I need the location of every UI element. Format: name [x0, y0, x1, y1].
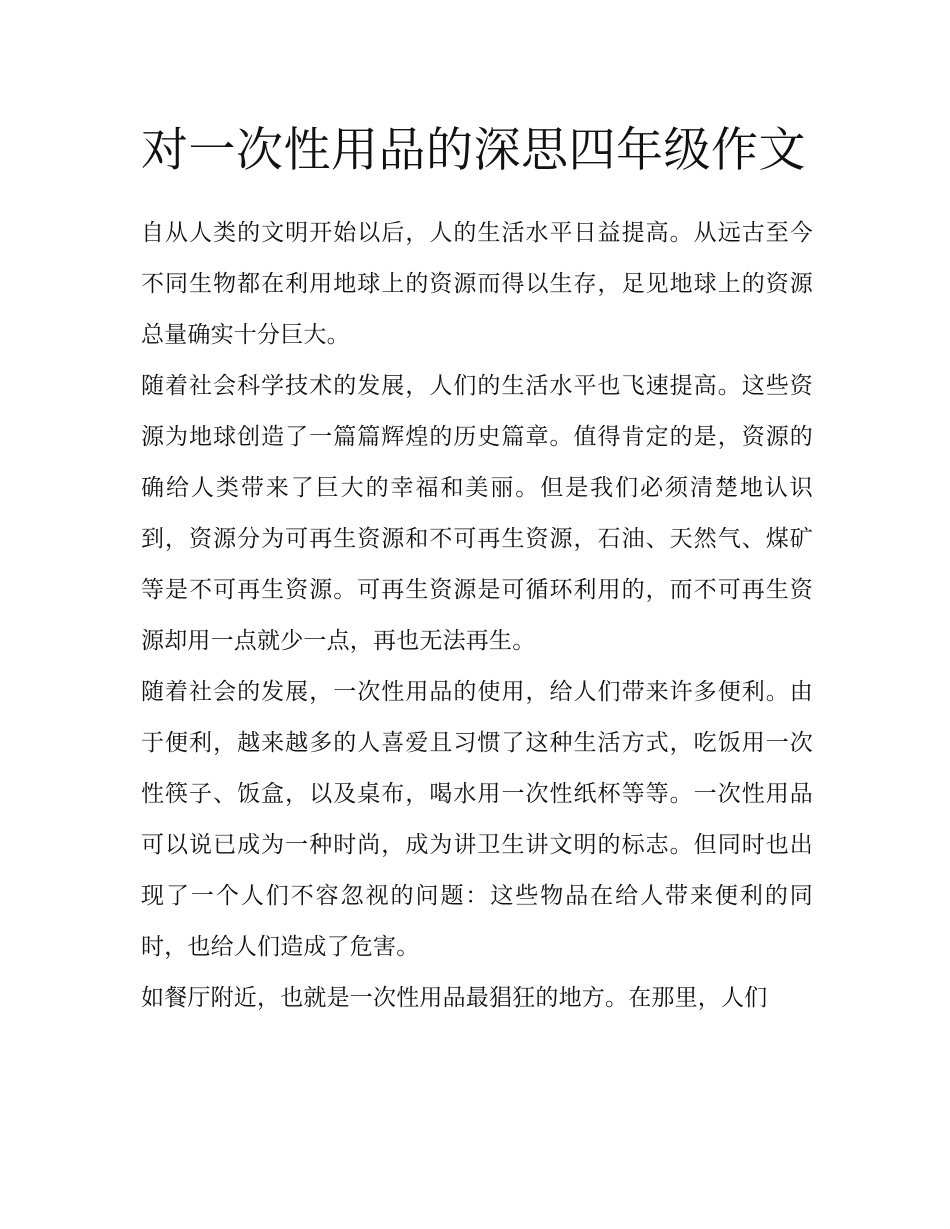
document-page — [141, 112, 813, 1024]
paragraph-2: 随着社会科学技术的发展，人们的生活水平也飞速提高。这些资源为地球创造了一篇篇辉煌的历史篇章。值得肯定的是，资源的确给人类带来了巨大的幸福和美丽。但是我们必须清楚地认识到，资源分为可再生资源和不可再生资源，石油、天然气、煤矿等是不可再生资源。可再生资源是可循环利用的，而不可再生资源却用一点就少一点，再也无法再生。 — [141, 373, 813, 654]
paragraph-4: 如餐厅附近，也就是一次性用品最猖狂的地方。在那里，人们 — [141, 985, 768, 1011]
document-title: 对一次性用品的深思四年级作文 — [141, 123, 806, 178]
paragraph-1: 自从人类的文明开始以后，人的生活水平日益提高。从远古至今不同生物都在利用地球上的资源而得以生存，足见地球上的资源总量确实十分巨大。 — [141, 220, 813, 348]
paragraph-3: 随着社会的发展，一次性用品的使用，给人们带来许多便利。由于便利，越来越多的人喜爱且习惯了这种生活方式，吃饭用一次性筷子、饭盒，以及桌布，喝水用一次性纸杯等等。一次性用品可以说已成为一种时尚，成为讲卫生讲文明的标志。但同时也出现了一个人们不容忽视的问题：这些物品在给人带来便利的同时，也给人们造成了危害。 — [141, 679, 813, 960]
